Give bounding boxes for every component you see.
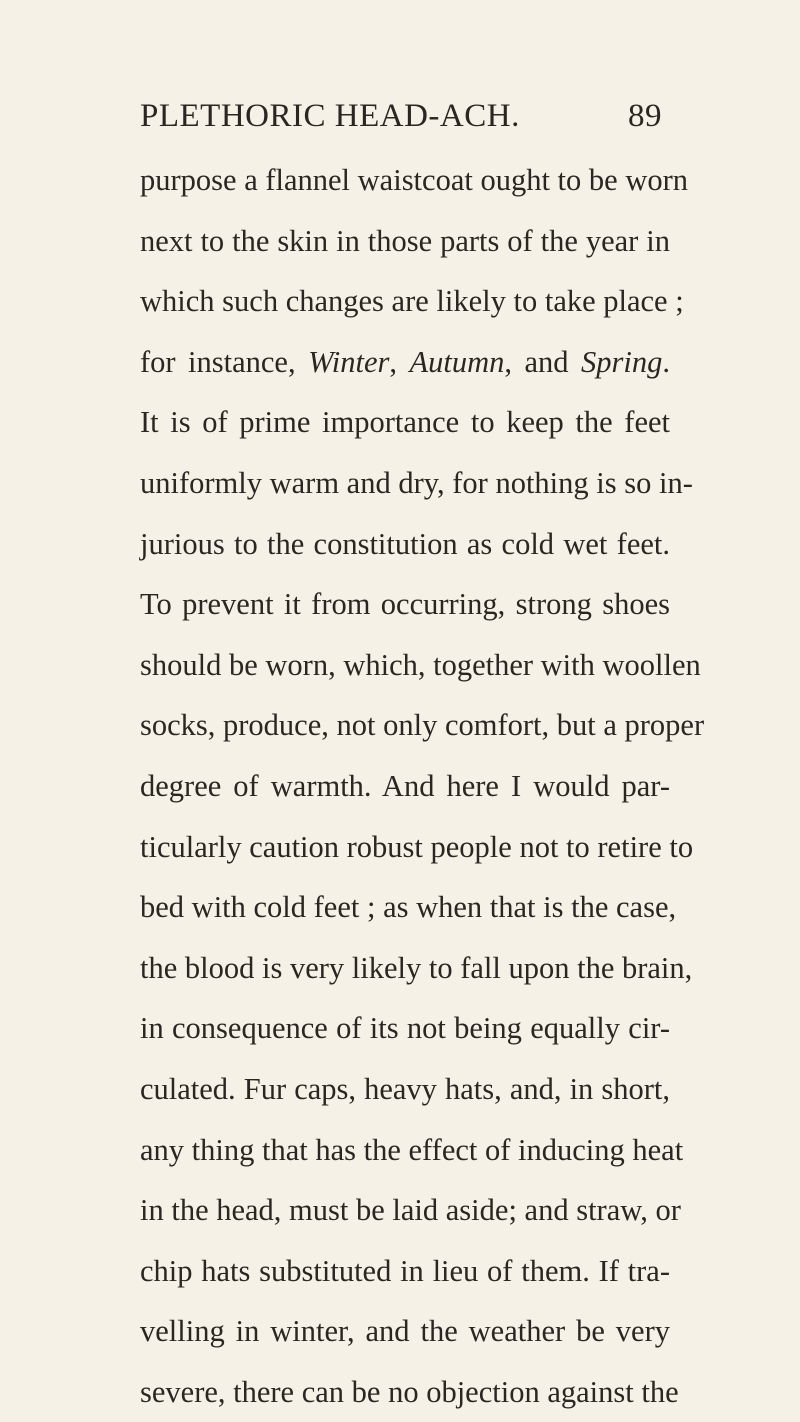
text-line: It is of prime importance to keep the feet (140, 405, 670, 440)
text-segment: for instance, (140, 344, 309, 379)
text-line: bed with cold feet ; as when that is the case, (140, 890, 677, 925)
running-title: PLETHORIC HEAD-ACH. (140, 98, 520, 134)
text-line: which such changes are likely to take place ; (140, 284, 684, 319)
text-line: the blood is very likely to fall upon the brain, (140, 950, 693, 985)
text-line: jurious to the constitution as cold wet feet. (140, 526, 670, 561)
text-line: velling in winter, and the weather be very (140, 1314, 670, 1349)
text-line: next to the skin in those parts of the year in (140, 223, 670, 258)
running-header (140, 98, 662, 148)
text-line: culated. Fur caps, heavy hats, and, in short, (140, 1071, 670, 1106)
italic-season-autumn: Autumn (409, 344, 505, 379)
page-number: 89 (628, 98, 662, 134)
text-line: in consequence of its not being equally cir- (140, 1011, 670, 1046)
italic-season-spring: Spring (581, 344, 663, 379)
text-line: ticularly caution robust people not to retire to (140, 829, 694, 864)
text-line: any thing that has the effect of inducing heat (140, 1132, 684, 1167)
text-line (140, 332, 670, 393)
text-line: chip hats substituted in lieu of them. If tra- (140, 1253, 670, 1288)
text-line: socks, produce, not only comfort, but a proper (140, 708, 705, 743)
text-line: uniformly warm and dry, for nothing is so in- (140, 465, 693, 500)
text-segment: , and (504, 344, 582, 379)
text-segment: . (662, 344, 671, 379)
text-line: should be worn, which, together with woollen (140, 647, 701, 682)
text-line: in the head, must be laid aside; and straw, or (140, 1193, 681, 1228)
text-line: To prevent it from occurring, strong shoes (140, 587, 670, 622)
text-line: purpose a flannel waistcoat ought to be worn (140, 163, 689, 197)
text-line: degree of warmth. And here I would par- (140, 768, 670, 803)
body-text (140, 150, 705, 1422)
text-segment: , (389, 344, 410, 379)
italic-season-winter: Winter (308, 344, 390, 379)
text-line: severe, there can be no objection against the (140, 1374, 679, 1409)
